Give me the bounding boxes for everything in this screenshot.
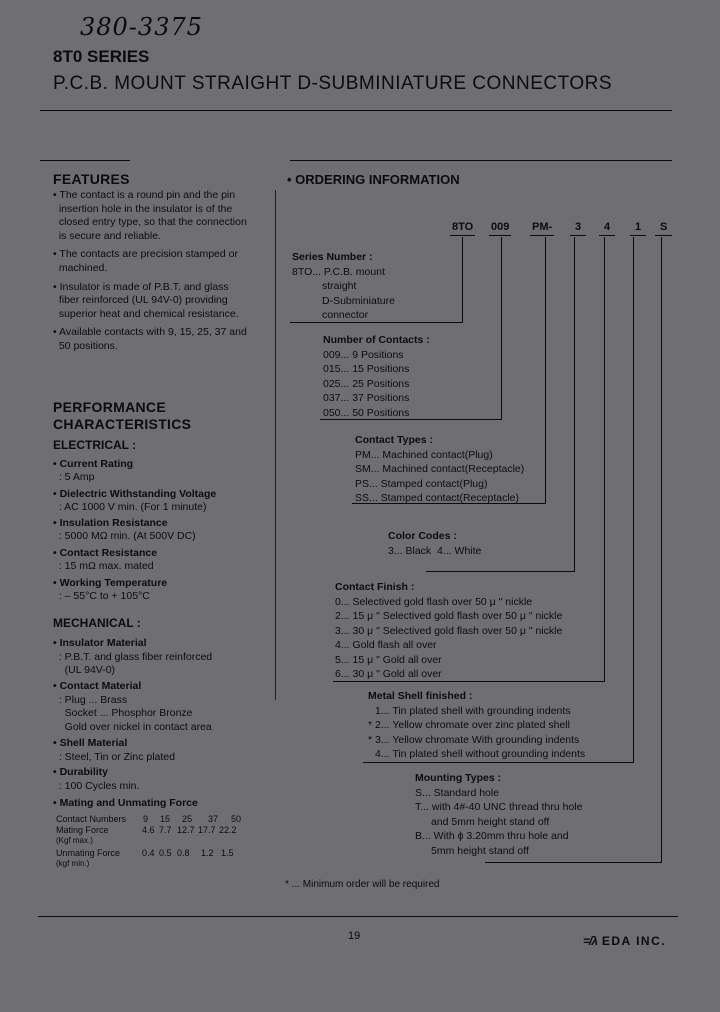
page-number: 19	[348, 930, 361, 942]
force-header-value: 15	[160, 814, 171, 824]
unmating-force-value: 1.5	[221, 848, 234, 858]
option-line: 5mm height stand off	[431, 844, 529, 857]
option-line: and 5mm height stand off	[431, 815, 550, 828]
spec-value: : 5000 MΩ min. (At 500V DC)	[58, 530, 196, 542]
option-line: 3... Black 4... White	[388, 544, 482, 557]
leader-shell-h	[363, 762, 634, 763]
spec-insulation-resistance: • Insulation Resistance : 5000 MΩ min. (At 500V DC)	[53, 517, 196, 542]
code-color: 3	[570, 220, 586, 236]
spec-label: Shell Material	[59, 737, 128, 749]
code-contact-type: PM-	[530, 220, 554, 236]
option-line: 3... 30 μ " Selectived gold flash over 50 μ " nickle	[335, 624, 563, 637]
mating-force-value: 4.6	[142, 825, 155, 835]
contact-types-block	[355, 433, 524, 506]
unmating-force-value: 0.4	[142, 848, 155, 858]
option-line: 8TO... P.C.B. mount	[292, 265, 385, 278]
feature-line: fiber reinforced (UL 94V-0) providing	[58, 294, 228, 307]
spec-label: Dielectric Withstanding Voltage	[59, 488, 217, 500]
mating-force-value: 12.7	[177, 825, 195, 835]
contacts-block	[323, 333, 430, 420]
spec-value: : 15 mΩ max. mated	[58, 560, 154, 572]
mating-force-unit: (Kgf max.)	[56, 836, 93, 845]
unmating-force-value: 1.2	[201, 848, 214, 858]
spec-durability: • Durability : 100 Cycles min.	[53, 766, 140, 792]
section-rule-right	[290, 160, 672, 161]
leader-color-h	[426, 571, 575, 572]
performance-heading: PERFORMANCE	[53, 399, 166, 415]
leader-color	[574, 237, 575, 571]
feature-line: closed entry type, so that the connection	[58, 216, 247, 229]
spec-value: : Plug ... Brass	[58, 693, 128, 706]
contact-finish-heading: Contact Finish :	[335, 581, 415, 593]
unmating-force-label: Unmating Force	[56, 848, 121, 858]
mating-force-label: Mating Force	[56, 825, 109, 835]
option-line: 037... 37 Positions	[323, 392, 410, 404]
unmating-force-value: 0.8	[177, 848, 190, 858]
option-line: connector	[322, 309, 369, 321]
code-finish: 4	[599, 220, 615, 236]
option-line: 4... Gold flash all over	[335, 639, 437, 651]
metal-shell-block	[368, 689, 585, 762]
leader-mounting-h	[485, 862, 662, 863]
spec-current-rating: • Current Rating : 5 Amp	[53, 458, 134, 483]
spec-label: Durability	[59, 766, 109, 778]
option-line: 050... 50 Positions	[323, 406, 410, 419]
series-number-block	[292, 250, 395, 323]
option-line: S... Standard hole	[415, 786, 500, 799]
spec-value: : – 55°C to + 105°C	[58, 590, 150, 602]
series-title: 8T0 SERIES	[53, 47, 150, 66]
spec-label: Working Temperature	[59, 577, 168, 589]
contact-finish-block	[335, 580, 562, 682]
mating-force-value: 7.7	[159, 825, 172, 835]
features-heading: FEATURES	[53, 171, 130, 187]
option-line: SM... Machined contact(Receptacle)	[355, 463, 525, 475]
option-line: 6... 30 μ " Gold all over	[335, 668, 442, 680]
option-line: 1... Tin plated shell with grounding indents	[375, 704, 571, 717]
mounting-types-heading: Mounting Types :	[415, 772, 502, 784]
spec-value: : Steel, Tin or Zinc plated	[58, 750, 175, 763]
option-line: * 2... Yellow chromate over zinc plated shell	[368, 719, 570, 731]
spec-contact-resistance: • Contact Resistance : 15 mΩ max. mated	[53, 547, 158, 572]
option-line: 4... Tin plated shell without grounding indents	[375, 748, 586, 760]
code-series: 8TO	[450, 220, 475, 236]
option-line: PS... Stamped contact(Plug)	[355, 477, 488, 490]
color-codes-heading: Color Codes :	[388, 530, 457, 542]
option-line: D-Subminiature	[322, 294, 395, 307]
feature-item: • Available contacts with 9, 15, 25, 37 and 50 positions.	[53, 326, 247, 352]
mounting-types-block	[415, 771, 583, 859]
feature-line: The contacts are precision stamped or	[59, 248, 238, 261]
spec-value: : P.B.T. and glass fiber reinforced	[58, 650, 213, 663]
spec-insulator-material: • Insulator Material : P.B.T. and glass fiber reinforced (UL 94V-0)	[53, 637, 213, 676]
mating-force-value: 17.7	[198, 825, 216, 835]
ordering-heading: • ORDERING INFORMATION	[287, 172, 460, 187]
feature-line: insertion hole in the insulator is of the	[58, 202, 233, 215]
option-line: 5... 15 μ " Gold all over	[335, 653, 442, 666]
company-name: EDA INC.	[601, 934, 667, 948]
option-line: 0... Selectived gold flash over 50 μ " nickle	[335, 595, 533, 608]
feature-item: • Insulator is made of P.B.T. and glass fiber reinforced (UL 94V-0) providing superior heat and chemical resistance.	[53, 280, 239, 320]
company-logo	[583, 934, 666, 948]
force-header-value: 9	[143, 814, 149, 824]
spec-working-temperature: • Working Temperature : – 55°C to + 105°C	[53, 577, 168, 602]
unmating-force-unit: (kgf min.)	[56, 859, 90, 868]
unmating-force-value: 0.5	[159, 848, 172, 858]
spec-value: : AC 1000 V min. (For 1 minute)	[58, 501, 207, 513]
spec-value: : 5 Amp	[58, 471, 95, 483]
feature-line: superior heat and chemical resistance.	[58, 307, 239, 320]
feature-line: The contact is a round pin and the pin	[59, 189, 236, 201]
option-line: T... with 4#-40 UNC thread thru hole	[415, 801, 583, 814]
electrical-heading: ELECTRICAL :	[53, 438, 137, 452]
option-line: straight	[322, 280, 357, 292]
spec-value: : 100 Cycles min.	[58, 779, 140, 792]
series-number-heading: Series Number :	[292, 251, 373, 263]
force-header-label: Contact Numbers	[56, 814, 127, 824]
option-line: 015... 15 Positions	[323, 363, 410, 375]
feature-item: • The contact is a round pin and the pin insertion hole in the insulator is of the closed entry type, so that the connection is secure and reliable.	[53, 189, 247, 242]
footer-rule	[38, 916, 678, 917]
leader-contacts	[501, 237, 502, 420]
feature-item: • The contacts are precision stamped or machined.	[53, 248, 238, 274]
handwritten-note: 380-3375	[80, 13, 203, 41]
spec-value: Gold over nickel in contact area	[64, 720, 212, 733]
eda-logo-icon: =/λ	[583, 934, 598, 948]
feature-line: is secure and reliable.	[58, 229, 161, 242]
feature-line: 50 positions.	[58, 339, 118, 352]
color-codes-block	[388, 529, 481, 558]
feature-line: Available contacts with 9, 15, 25, 37 and	[59, 326, 247, 339]
spec-label: Contact Material	[59, 680, 142, 692]
mating-force-value: 22.2	[219, 825, 237, 835]
option-line: B... With ϕ 3.20mm thru hole and	[415, 830, 569, 843]
page-title: P.C.B. MOUNT STRAIGHT D-SUBMINIATURE CONNECTORS	[53, 73, 613, 94]
leader-finish	[604, 237, 605, 682]
metal-shell-heading: Metal Shell finished :	[368, 690, 473, 702]
option-line: PM... Machined contact(Plug)	[355, 448, 493, 461]
option-line: 009... 9 Positions	[323, 348, 404, 361]
spec-dielectric-voltage: • Dielectric Withstanding Voltage : AC 1000 V min. (For 1 minute)	[53, 488, 217, 513]
leader-shell	[633, 237, 634, 763]
force-header-value: 37	[208, 814, 219, 824]
spec-label: Current Rating	[59, 458, 134, 470]
feature-line: Insulator is made of P.B.T. and glass	[59, 280, 229, 293]
option-line: 025... 25 Positions	[323, 377, 410, 390]
contacts-heading: Number of Contacts :	[323, 334, 430, 346]
code-mounting: S	[655, 220, 672, 236]
mechanical-heading: MECHANICAL :	[53, 616, 141, 630]
option-line: * 3... Yellow chromate With grounding indents	[368, 733, 580, 746]
leader-mounting	[661, 237, 662, 863]
features-list	[53, 189, 247, 354]
contact-types-heading: Contact Types :	[355, 434, 433, 446]
spec-label: Insulation Resistance	[59, 517, 168, 529]
spec-shell-material: • Shell Material : Steel, Tin or Zinc plated	[53, 737, 175, 763]
leader-series	[462, 237, 463, 323]
footnote: * ... Minimum order will be required	[285, 879, 440, 890]
spec-label: Contact Resistance	[59, 547, 158, 559]
code-contacts: 009	[489, 220, 511, 236]
code-shell: 1	[630, 220, 646, 236]
spec-label: Insulator Material	[59, 637, 147, 649]
spec-label: Mating and Unmating Force	[59, 797, 198, 809]
section-rule-left	[40, 160, 130, 161]
force-header-value: 50	[231, 814, 242, 824]
option-line: SS... Stamped contact(Receptacle)	[355, 492, 519, 504]
option-line: 2... 15 μ " Selectived gold flash over 50 μ " nickle	[335, 610, 563, 622]
column-divider	[275, 190, 276, 700]
force-header-value: 25	[182, 814, 193, 824]
spec-value: (UL 94V-0)	[64, 664, 116, 676]
characteristics-heading: CHARACTERISTICS	[53, 416, 192, 432]
leader-type	[545, 237, 546, 504]
spec-contact-material: • Contact Material : Plug ... Brass Socket ... Phosphor Bronze Gold over nickel in contact area	[53, 680, 212, 733]
spec-force-label: • Mating and Unmating Force	[53, 797, 198, 809]
feature-line: machined.	[58, 261, 108, 274]
spec-value: Socket ... Phosphor Bronze	[64, 707, 193, 719]
header-rule	[40, 110, 672, 111]
